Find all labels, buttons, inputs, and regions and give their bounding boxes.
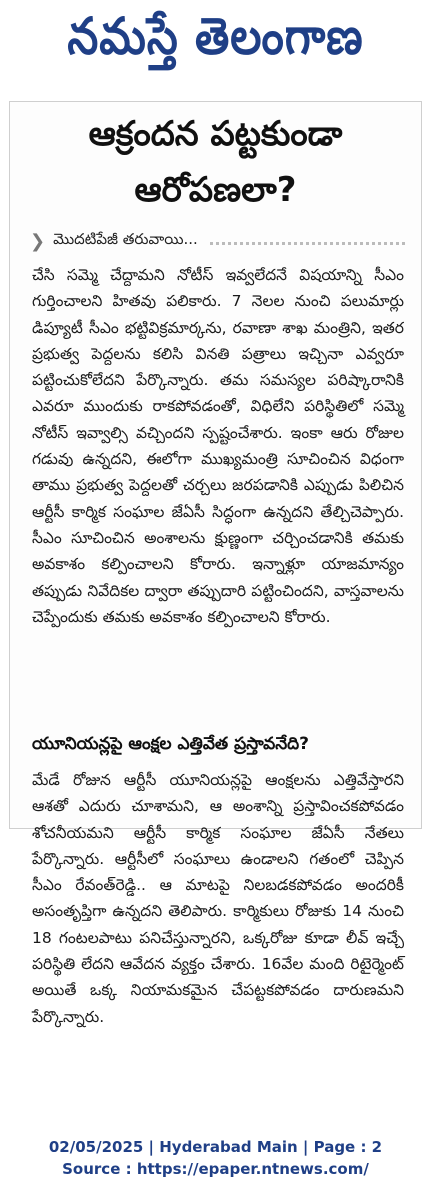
masthead: [0, 0, 431, 86]
dotted-divider: [210, 242, 405, 245]
chevron-right-icon: ❯: [30, 230, 46, 252]
article-clipping: [9, 101, 422, 1026]
edition-info: 02/05/2025 | Hyderabad Main | Page : 2: [48, 1138, 383, 1156]
article-paragraph-1: చేసి సమ్మె చేద్దామని నోటీస్ ఇవ్వలేదనే విషయాన్ని సీఎం గుర్తించాలని హితవు పలికారు. 7 నెలల నుంచి పలుమార్లు డిప్యూటీ సీఎం భట్టివిక్రమార్కను, రవాణా శాఖ మంత్రిని, ఇతర ప్రభుత్వ పెద్దలను కలిసి వినతి పత్రాలు ఇచ్చినా ఎవ్వరూ పట్టించుకోలేదని పేర్కొన్నారు. తమ సమస్యల పరిష్కారానికి ఎవరూ ముందుకు రాకపోవడంతో, విధిలేని పరిస్థితిలో సమ్మె నోటీస్ ఇవ్వాల్సి వచ్చిందని స్పష్టంచేశారు. ఇంకా ఆరు రోజుల గడువు ఉన్నదని, ఈలోగా ముఖ్యమంత్రి సూచించిన విధంగా తాము ప్రభుత్వ పెద్దలతో చర్చలు జరపడానికి ఎప్పుడు పిలిచిన ఆర్టీసీ కార్మిక సంఘాల జేఏసీ సిద్ధంగా ఉన్నదని తేల్చిచెప్పారు. సీఎం సూచించిన అంశాలను క్షుణ్ణంగా చర్చించడానికి తమకు అవకాశం కల్పించాలని కోరారు. ఇన్నాళ్లూ యాజమాన్యం తప్పుడు నివేదికల ద్వారా తప్పుదారి పట్టించిందని, వాస్తవాలను చెప్పేందుకు తమకు అవకాశం కల్పించాలని కోరారు.: [32, 266, 404, 626]
headline-line-1: ఆక్రందన పట్టకుండా: [88, 114, 343, 154]
continued-from-text: మొదటిపేజీ తరువాయి...: [53, 230, 198, 248]
article-subheading: యూనియన్లపై ఆంక్షల ఎత్తివేత ప్రస్తావనేది?: [32, 734, 310, 754]
source-link[interactable]: Source : https://epaper.ntnews.com/: [62, 1160, 369, 1178]
continued-from-label: [30, 230, 198, 252]
headline-line-2: ఆరోపణలా?: [134, 170, 297, 210]
article-paragraph-2: మేడే రోజున ఆర్టీసీ యూనియన్లపై ఆంక్షలను ఎత్తివేస్తారని ఆశతో ఎదురు చూశామని, ఆ అంశాన్ని ప్రస్తావించకపోవడం శోచనీయమని ఆర్టీసీ కార్మిక సంఘాల జేఏసీ నేతలు పేర్కొన్నారు. ఆర్టీసీలో సంఘాలు ఉండాలని గతంలో చెప్పిన సీఎం రేవంత్‌రెడ్డి.. ఆ మాటపై నిలబడకపోవడం అందరికీ అసంతృప్తిగా ఉన్నదని తెలిపారు. కార్మికులు రోజుకు 14 నుంచి 18 గంటలపాటు పనిచేస్తున్నారని, ఒక్కరోజు కూడా లీవ్ ఇచ్చే పరిస్థితి లేదని ఆవేదన వ్యక్తం చేశారు. 16వేల మంది రిటైర్మెంట్ అయితే ఒక్క నియామకమైన చేపట్టకపోవడం దారుణమని పేర్కొన్నారు.: [32, 771, 404, 1026]
newspaper-logo-title: నమస్తే తెలంగాణ: [67, 7, 364, 66]
